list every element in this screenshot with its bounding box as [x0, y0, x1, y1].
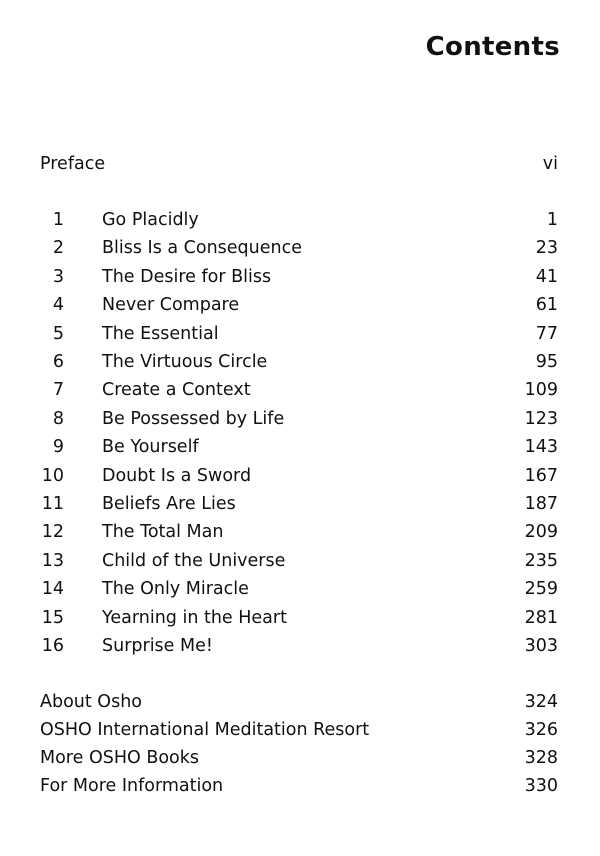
toc-chapter-row[interactable] [0, 293, 600, 317]
toc-entry-page: vi [542, 154, 558, 174]
chapter-title: Surprise Me! [102, 636, 213, 656]
chapter-title: Never Compare [102, 295, 240, 316]
chapter-title: Child of the Universe [102, 550, 286, 571]
toc-chapter-row[interactable] [0, 435, 600, 459]
chapter-number: 14 [41, 579, 64, 600]
chapter-title: Be Yourself [102, 437, 199, 458]
chapter-page: 235 [524, 550, 558, 571]
chapter-number: 15 [41, 607, 64, 628]
chapter-page: 209 [524, 522, 558, 543]
chapter-page: 259 [524, 579, 558, 600]
chapter-page: 23 [535, 238, 558, 259]
chapter-page: 95 [535, 352, 558, 372]
chapter-number: 8 [52, 408, 64, 429]
toc-back-matter-row[interactable] [0, 774, 600, 798]
chapter-page: 187 [524, 494, 558, 514]
chapter-number: 2 [52, 238, 64, 259]
back-matter-page: 330 [524, 776, 558, 796]
chapter-number: 16 [41, 636, 64, 656]
back-matter-title: OSHO International Meditation Resort [40, 720, 370, 740]
chapter-title: Beliefs Are Lies [102, 494, 236, 514]
chapter-title: The Desire for Bliss [102, 266, 272, 287]
chapter-title: Yearning in the Heart [102, 607, 287, 628]
toc-entry-preface[interactable] [0, 152, 600, 176]
chapter-page: 123 [524, 408, 558, 429]
toc-chapter-row[interactable] [0, 208, 600, 232]
toc-chapter-row[interactable] [0, 378, 600, 402]
back-matter-title: About Osho [40, 692, 142, 712]
chapter-title: Bliss Is a Consequence [102, 238, 303, 259]
toc-chapter-row[interactable] [0, 492, 600, 516]
back-matter-page: 328 [524, 748, 558, 768]
chapter-number: 1 [52, 210, 64, 230]
chapter-title: The Total Man [102, 522, 224, 543]
chapter-number: 10 [41, 465, 64, 486]
back-matter-page: 324 [524, 692, 558, 712]
chapter-title: Be Possessed by Life [102, 408, 285, 429]
chapter-page: 61 [535, 295, 558, 316]
chapter-page: 77 [535, 323, 558, 344]
chapter-number: 4 [52, 295, 64, 316]
chapter-title: The Essential [102, 323, 219, 344]
chapter-page: 303 [524, 636, 558, 656]
toc-chapter-row[interactable] [0, 265, 600, 289]
chapter-page: 1 [546, 210, 558, 230]
chapter-title: Create a Context [102, 380, 251, 401]
chapter-title: The Virtuous Circle [102, 352, 268, 372]
toc-chapter-row[interactable] [0, 350, 600, 374]
chapter-title: Go Placidly [102, 210, 199, 230]
toc-back-matter-row[interactable] [0, 690, 600, 714]
chapter-number: 5 [52, 323, 64, 344]
toc-chapter-row[interactable] [0, 577, 600, 601]
back-matter-title: More OSHO Books [40, 748, 199, 768]
back-matter-title: For More Information [40, 776, 224, 796]
chapter-number: 9 [52, 437, 64, 458]
chapter-title: Doubt Is a Sword [102, 465, 252, 486]
chapter-title: The Only Miracle [102, 579, 249, 600]
back-matter-page: 326 [524, 720, 558, 740]
toc-chapter-row[interactable] [0, 464, 600, 488]
toc-back-matter-row[interactable] [0, 718, 600, 742]
chapter-number: 7 [52, 380, 64, 401]
chapter-page: 143 [524, 437, 558, 458]
chapter-page: 41 [535, 266, 558, 287]
toc-chapter-row[interactable] [0, 236, 600, 260]
toc-back-matter-row[interactable] [0, 746, 600, 770]
toc-chapter-row[interactable] [0, 549, 600, 573]
toc-chapter-row[interactable] [0, 322, 600, 346]
chapter-number: 13 [41, 550, 64, 571]
toc-chapter-row[interactable] [0, 634, 600, 658]
toc-chapter-row[interactable] [0, 606, 600, 630]
chapter-number: 6 [52, 352, 64, 372]
chapter-number: 11 [41, 494, 64, 514]
chapter-page: 281 [524, 607, 558, 628]
chapter-page: 109 [524, 380, 558, 401]
chapter-number: 12 [41, 522, 64, 543]
page-title: Contents [425, 32, 560, 62]
chapter-number: 3 [52, 266, 64, 287]
chapter-page: 167 [524, 465, 558, 486]
toc-chapter-row[interactable] [0, 407, 600, 431]
toc-entry-label: Preface [40, 154, 106, 174]
toc-chapter-row[interactable] [0, 520, 600, 544]
